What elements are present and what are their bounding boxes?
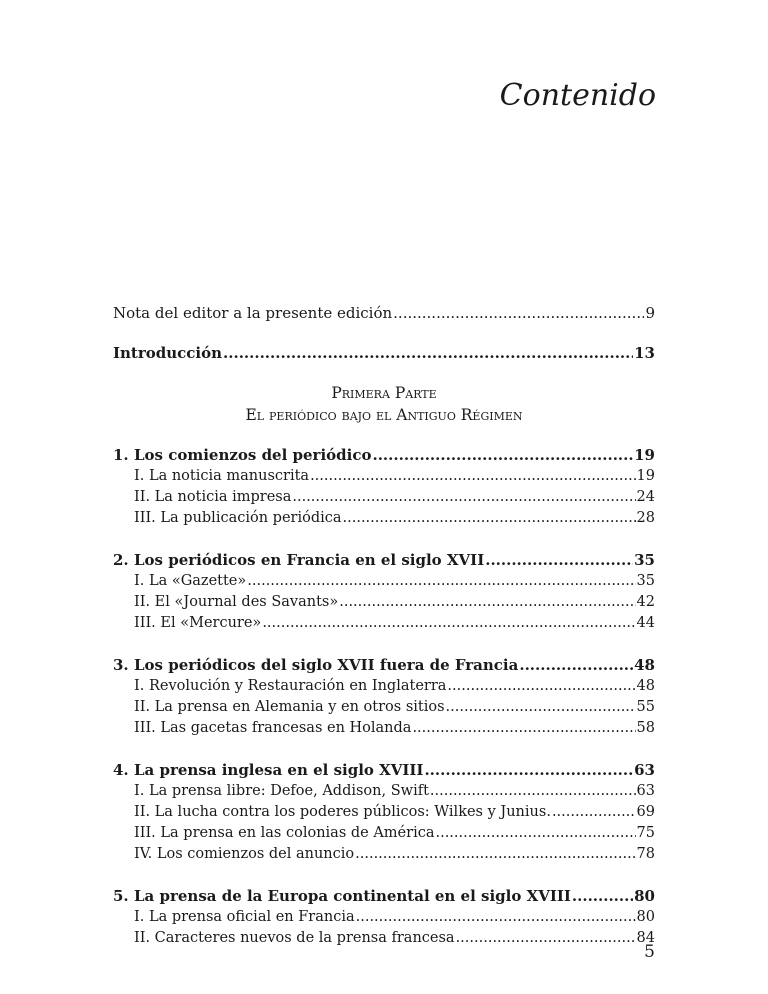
section-page: 42 xyxy=(636,594,655,610)
section-page: 63 xyxy=(636,783,655,799)
section-page: 80 xyxy=(636,909,655,925)
section-entry xyxy=(113,676,655,697)
dot-leader xyxy=(447,676,635,697)
dot-leader xyxy=(572,885,633,907)
section-title: II. El «Journal des Savants» xyxy=(134,594,339,610)
toc-entry-introduction xyxy=(113,342,655,364)
section-title: III. Las gacetas francesas en Holanda xyxy=(134,720,412,736)
dot-leader xyxy=(552,802,636,823)
chapter-title: La prensa de la Europa continental en el siglo XVIII xyxy=(134,887,571,905)
dot-leader xyxy=(424,759,633,781)
dot-leader xyxy=(485,549,633,571)
dot-leader xyxy=(446,697,636,718)
chapter-page: 63 xyxy=(634,761,655,779)
section-entry xyxy=(113,466,655,487)
dot-leader xyxy=(435,823,635,844)
section-page: 69 xyxy=(636,804,655,820)
dot-leader xyxy=(412,718,635,739)
section-title: I. La «Gazette» xyxy=(134,573,247,589)
dot-leader xyxy=(339,592,635,613)
dot-leader xyxy=(456,928,636,949)
chapter-page: 19 xyxy=(634,446,655,464)
chapter-entry xyxy=(113,654,655,676)
chapter-number: 3. xyxy=(113,656,129,674)
section-page: 84 xyxy=(636,930,655,946)
section-page: 48 xyxy=(636,678,655,694)
section-title: I. La noticia manuscrita xyxy=(134,468,310,484)
toc-entry-title: Introducción xyxy=(113,344,223,362)
section-page: 58 xyxy=(636,720,655,736)
chapter-title: Los periódicos del siglo XVII fuera de Francia xyxy=(134,656,519,674)
chapter-title: Los periódicos en Francia en el siglo XVII xyxy=(134,551,485,569)
dot-leader xyxy=(393,302,644,324)
section-title: II. Caracteres nuevos de la prensa francesa xyxy=(134,930,455,946)
section-entry xyxy=(113,823,655,844)
section-entry xyxy=(113,508,655,529)
section-page: 28 xyxy=(636,510,655,526)
dot-leader xyxy=(262,613,635,634)
section-page: 24 xyxy=(636,489,655,505)
section-entry xyxy=(113,781,655,802)
section-page: 44 xyxy=(636,615,655,631)
section-page: 75 xyxy=(636,825,655,841)
chapter-title: Los comienzos del periódico xyxy=(134,446,372,464)
section-title: III. La prensa en las colonias de América xyxy=(134,825,435,841)
section-title: IV. Los comienzos del anuncio xyxy=(134,846,355,862)
chapter-entry xyxy=(113,759,655,781)
dot-leader xyxy=(247,571,635,592)
section-title: II. La lucha contra los poderes públicos: Wilkes y Junius. xyxy=(134,804,551,820)
section-title: II. La noticia impresa xyxy=(134,489,292,505)
section-entry xyxy=(113,844,655,865)
section-entry xyxy=(113,697,655,718)
page-title: Contenido xyxy=(499,78,656,113)
section-title: I. Revolución y Restauración en Inglaterra xyxy=(134,678,447,694)
chapter-page: 35 xyxy=(634,551,655,569)
section-title: II. La prensa en Alemania y en otros sitios xyxy=(134,699,445,715)
section-entry xyxy=(113,592,655,613)
chapter-number: 4. xyxy=(113,761,129,779)
section-entry xyxy=(113,487,655,508)
section-entry xyxy=(113,718,655,739)
section-page: 35 xyxy=(636,573,655,589)
dot-leader xyxy=(223,342,633,364)
chapter-number: 2. xyxy=(113,551,129,569)
chapter-entry xyxy=(113,444,655,466)
part-subtitle: El periódico bajo el Antiguo Régimen xyxy=(245,406,523,424)
toc-entry-page: 13 xyxy=(634,344,655,362)
chapter-title: La prensa inglesa en el siglo XVIII xyxy=(134,761,424,779)
section-page: 19 xyxy=(636,468,655,484)
chapter-entry xyxy=(113,549,655,571)
section-entry xyxy=(113,571,655,592)
dot-leader xyxy=(372,444,633,466)
section-entry xyxy=(113,802,655,823)
chapter-page: 80 xyxy=(634,887,655,905)
section-title: III. La publicación periódica xyxy=(134,510,342,526)
dot-leader xyxy=(343,508,636,529)
page-number: 5 xyxy=(644,942,655,962)
section-entry xyxy=(113,907,655,928)
dot-leader xyxy=(519,654,633,676)
section-entry xyxy=(113,613,655,634)
dot-leader xyxy=(430,781,636,802)
chapter-number: 5. xyxy=(113,887,129,905)
dot-leader xyxy=(356,907,636,928)
section-title: I. La prensa libre: Defoe, Addison, Swift xyxy=(134,783,429,799)
dot-leader xyxy=(355,844,635,865)
toc-entry-title: Nota del editor a la presente edición xyxy=(113,304,393,322)
section-title: I. La prensa oficial en Francia xyxy=(134,909,355,925)
chapter-number: 1. xyxy=(113,446,129,464)
section-entry xyxy=(113,928,655,949)
chapter-entry xyxy=(113,885,655,907)
section-page: 78 xyxy=(636,846,655,862)
dot-leader xyxy=(292,487,635,508)
chapter-page: 48 xyxy=(634,656,655,674)
table-of-contents xyxy=(113,302,655,949)
toc-entry-editor-note xyxy=(113,302,655,324)
section-page: 55 xyxy=(636,699,655,715)
part-heading: Primera Parte xyxy=(331,384,437,402)
dot-leader xyxy=(310,466,635,487)
toc-entry-page: 9 xyxy=(645,304,655,322)
section-title: III. El «Mercure» xyxy=(134,615,262,631)
